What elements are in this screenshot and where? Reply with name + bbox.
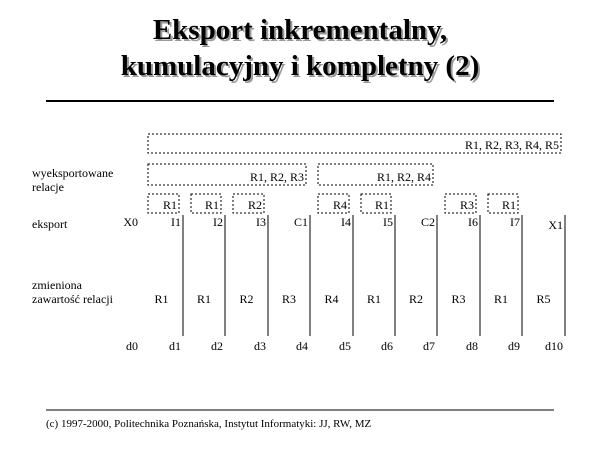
label-changed-line-1: zmieniona xyxy=(32,278,82,292)
complete-export-label: R1, R2, R3, R4, R5 xyxy=(464,138,559,152)
title-line-2: kumulacyjny i kompletny (2) xyxy=(120,50,480,82)
cumulative-export-1-label: R1, R2, R3 xyxy=(249,170,304,184)
export-label-7: C2 xyxy=(420,215,435,229)
label-exported-line-1: wyeksportowane xyxy=(32,166,114,180)
export-label-8: I6 xyxy=(468,215,478,229)
export-label-6: I5 xyxy=(383,215,393,229)
change-label-2: R2 xyxy=(239,292,254,306)
tick-labels xyxy=(126,339,563,353)
export-label-0: X0 xyxy=(123,215,138,229)
incremental-export-5-label: R1 xyxy=(374,198,389,212)
change-label-9: R5 xyxy=(536,292,551,306)
export-label-4: C1 xyxy=(293,215,308,229)
change-label-6: R2 xyxy=(408,292,424,306)
label-exported-line-2: relacje xyxy=(32,180,64,194)
tick-label-d2: d2 xyxy=(211,339,223,353)
change-label-5: R1 xyxy=(366,292,382,306)
export-label-3: I3 xyxy=(256,215,266,229)
incremental-export-2-label: R1 xyxy=(204,198,219,212)
export-label-9: I7 xyxy=(510,215,520,229)
change-label-1: R1 xyxy=(196,292,212,306)
tick-label-d9: d9 xyxy=(508,339,520,353)
tick-label-d1: d1 xyxy=(169,339,181,353)
export-labels xyxy=(123,215,563,232)
incremental-export-3-label: R2 xyxy=(247,198,262,212)
change-label-8: R1 xyxy=(493,292,509,306)
tick-label-d3: d3 xyxy=(254,339,266,353)
timeline-lines xyxy=(183,215,565,336)
tick-label-d10: d10 xyxy=(545,339,563,353)
incremental-export-6-label: R3 xyxy=(459,198,474,212)
tick-label-d5: d5 xyxy=(339,339,351,353)
label-changed-line-2: zawartość relacji xyxy=(32,292,113,306)
incremental-export-4-label: R4 xyxy=(332,198,347,212)
export-boxes xyxy=(148,134,561,213)
tick-label-d0: d0 xyxy=(126,339,138,353)
incremental-export-7-label: R1 xyxy=(501,198,516,212)
change-label-3: R3 xyxy=(281,292,297,306)
incremental-export-1-label: R1 xyxy=(162,198,177,212)
tick-label-d8: d8 xyxy=(466,339,478,353)
tick-label-d7: d7 xyxy=(423,339,435,353)
title-line-1: Eksport inkrementalny, xyxy=(152,14,448,46)
label-export: eksport xyxy=(32,217,68,231)
export-label-10: X1 xyxy=(548,218,563,232)
footer-copyright: (c) 1997-2000, Politechnika Poznańska, Instytut Informatyki: JJ, RW, MZ xyxy=(46,418,372,430)
export-label-5: I4 xyxy=(341,215,351,229)
tick-label-d6: d6 xyxy=(381,339,393,353)
change-label-0: R1 xyxy=(154,292,169,306)
tick-label-d4: d4 xyxy=(296,339,308,353)
export-label-1: I1 xyxy=(171,215,181,229)
change-label-4: R4 xyxy=(324,292,339,306)
change-label-7: R3 xyxy=(451,292,466,306)
export-label-2: I2 xyxy=(213,215,223,229)
cumulative-export-2-label: R1, R2, R4 xyxy=(376,170,431,184)
